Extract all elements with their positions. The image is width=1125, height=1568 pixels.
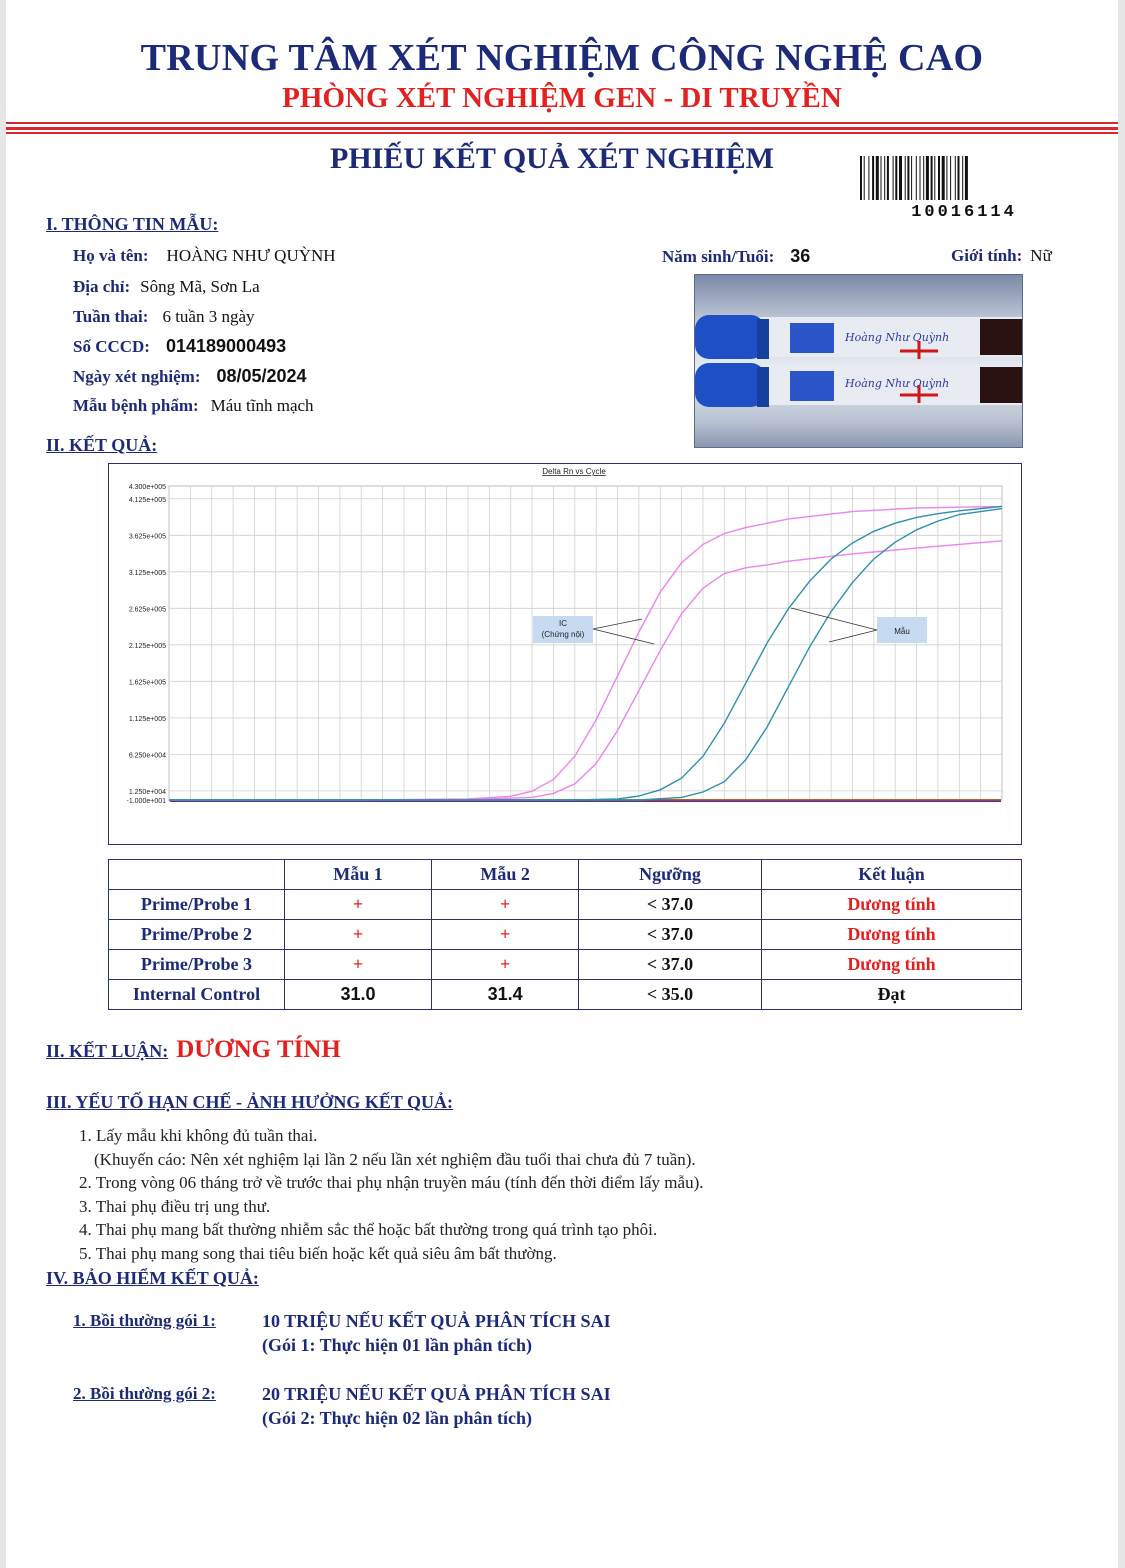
results-header-cell: Kết luận — [761, 860, 1021, 890]
gestation-row — [73, 307, 255, 327]
test-date-value: 08/05/2024 — [216, 366, 307, 386]
limitation-item: 3. Thai phụ điều trị ung thư. — [79, 1196, 271, 1216]
barcode — [860, 156, 1068, 200]
barcode-bar — [931, 156, 933, 200]
gender-row — [951, 246, 1052, 266]
barcode-bar — [946, 156, 947, 200]
results-header-row — [109, 860, 1022, 890]
conclusion-label: II. KẾT LUẬN: — [46, 1041, 169, 1061]
y-tick-label: 1.625e+005 — [128, 679, 166, 687]
report-page — [6, 0, 1118, 1568]
photo-caption-1: Hoàng Như Quỳnh — [845, 331, 950, 344]
y-tick-label: 4.125e+005 — [128, 496, 166, 504]
barcode-bar — [905, 156, 906, 200]
results-row — [109, 890, 1022, 920]
results-header-cell: Ngưỡng — [579, 860, 762, 890]
results-row-label: Prime/Probe 2 — [109, 920, 285, 950]
limitation-item: 4. Thai phụ mang bất thường nhiễm sắc thể hoặc bất thường trong quá trình tạo phôi. — [79, 1220, 658, 1239]
y-tick-label: 2.125e+005 — [128, 642, 166, 650]
limitation-note: (Khuyến cáo: Nên xét nghiệm lại lần 2 nếu lần xét nghiệm đầu tuổi thai chưa đủ 7 tuần). — [94, 1149, 696, 1169]
insurance-pkg1-label: 1. Bồi thường gói 1: — [73, 1311, 216, 1330]
insurance-pkg1-detail — [262, 1309, 611, 1357]
barcode-bar — [911, 156, 912, 200]
results-value-cell: + — [285, 950, 432, 980]
results-conclusion-cell: Đạt — [761, 980, 1021, 1010]
address-row — [73, 277, 260, 297]
barcode-bar — [958, 156, 960, 200]
results-value-cell: + — [432, 950, 579, 980]
barcode-bar — [864, 156, 865, 200]
insurance-pkg1-line1: 10 TRIỆU NẾU KẾT QUẢ PHÂN TÍCH SAI — [262, 1311, 611, 1331]
barcode-bar — [907, 156, 909, 200]
barcode-bar — [895, 156, 897, 200]
results-threshold-cell: < 37.0 — [579, 920, 762, 950]
gestation-label: Tuần thai: — [73, 307, 149, 326]
section-results-title: II. KẾT QUẢ: — [46, 435, 158, 455]
department-name: PHÒNG XÉT NGHIỆM GEN - DI TRUYỀN — [282, 82, 842, 114]
center-name: TRUNG TÂM XÉT NGHIỆM CÔNG NGHỆ CAO — [140, 37, 984, 79]
birth-label: Năm sinh/Tuổi: — [662, 247, 775, 266]
barcode-bar — [955, 156, 956, 200]
barcode-bar — [899, 156, 902, 200]
results-row-label: Prime/Probe 1 — [109, 890, 285, 920]
photo-caption-2: Hoàng Như Quỳnh — [845, 377, 950, 390]
header-rule-bottom — [6, 132, 1118, 134]
results-value-cell: + — [285, 890, 432, 920]
limitation-item: 2. Trong vòng 06 tháng trở về trước thai phụ nhận truyền máu (tính đến thời điểm lấy mẫu). — [79, 1173, 704, 1192]
limitation-item: 5. Thai phụ mang song thai tiêu biến hoặc kết quả siêu âm bất thường. — [79, 1243, 557, 1263]
results-value-cell: + — [285, 920, 432, 950]
specimen-row — [73, 396, 314, 416]
y-tick-label: 1.250e+004 — [128, 788, 166, 796]
barcode-bar — [860, 156, 862, 200]
form-title: PHIẾU KẾT QUẢ XÉT NGHIỆM — [330, 142, 774, 175]
id-row — [73, 336, 286, 357]
annotation-sample-label: Mẫu — [894, 627, 910, 636]
results-value-cell: + — [432, 920, 579, 950]
y-tick-label: 2.625e+005 — [128, 606, 166, 614]
barcode-bar — [876, 156, 879, 200]
test-date-row — [73, 366, 307, 387]
results-header-cell: Mẫu 2 — [432, 860, 579, 890]
section-insurance-title: IV. BẢO HIỂM KẾT QUẢ: — [46, 1268, 259, 1288]
barcode-bar — [950, 156, 951, 200]
results-row-label: Internal Control — [109, 980, 285, 1010]
barcode-bar — [942, 156, 945, 200]
y-tick-label: 4.300e+005 — [128, 484, 166, 491]
specimen-label: Mẫu bệnh phẩm: — [73, 396, 199, 415]
insurance-pkg2-detail — [262, 1382, 611, 1430]
annotation-ic-line1: IC — [559, 619, 567, 628]
barcode-number: 10016114 — [911, 203, 1017, 222]
results-header-cell — [109, 860, 285, 890]
name-label: Họ và tên: — [73, 246, 149, 265]
barcode-bar — [881, 156, 882, 200]
annotation-ic-line2: (Chứng nội) — [541, 630, 585, 639]
insurance-pkg1-line2: (Gói 1: Thực hiện 01 lần phân tích) — [262, 1335, 533, 1355]
barcode-bar — [938, 156, 940, 200]
results-conclusion-cell: Dương tính — [761, 950, 1021, 980]
insurance-pkg2-line1: 20 TRIỆU NẾU KẾT QUẢ PHÂN TÍCH SAI — [262, 1384, 611, 1404]
chart-title: Delta Rn vs Cycle — [542, 467, 606, 476]
results-table — [108, 859, 1022, 1010]
address-label: Địa chỉ: — [73, 277, 131, 296]
barcode-bar — [920, 156, 921, 200]
y-tick-label: 3.125e+005 — [128, 569, 166, 577]
blood-tubes-image — [695, 275, 1022, 447]
limitation-item: 1. Lấy mẫu khi không đủ tuần thai. — [79, 1126, 318, 1145]
y-tick-label: -1.000e+001 — [126, 798, 166, 805]
barcode-bar — [916, 156, 917, 200]
barcode-bar — [884, 156, 885, 200]
header-rule-top — [6, 122, 1118, 124]
results-conclusion-cell: Dương tính — [761, 890, 1021, 920]
results-value-cell: + — [432, 890, 579, 920]
results-threshold-cell: < 37.0 — [579, 890, 762, 920]
barcode-bar — [962, 156, 963, 200]
results-conclusion-cell: Dương tính — [761, 920, 1021, 950]
y-tick-label: 6.250e+004 — [128, 752, 166, 760]
barcode-bar — [926, 156, 929, 200]
amplification-chart-box — [108, 463, 1022, 845]
id-value: 014189000493 — [165, 336, 287, 356]
specimen-value: Máu tĩnh mạch — [210, 396, 314, 415]
results-value-cell: 31.4 — [432, 980, 579, 1010]
results-header-cell: Mẫu 1 — [285, 860, 432, 890]
birth-value: 36 — [790, 246, 811, 266]
birth-row — [662, 246, 810, 267]
barcode-bar — [868, 156, 869, 200]
test-date-label: Ngày xét nghiệm: — [73, 367, 201, 386]
barcode-bar — [893, 156, 894, 200]
barcode-bar — [872, 156, 874, 200]
limitations-list — [79, 1124, 703, 1265]
barcode-bar — [887, 156, 889, 200]
gender-label: Giới tính: — [951, 246, 1023, 265]
header-rule-middle — [6, 127, 1118, 130]
barcode-bar — [934, 156, 935, 200]
results-value-cell: 31.0 — [285, 980, 432, 1010]
section-sample-info-title: I. THÔNG TIN MẪU: — [46, 214, 219, 234]
results-threshold-cell: < 35.0 — [579, 980, 762, 1010]
barcode-bar — [923, 156, 924, 200]
results-row — [109, 920, 1022, 950]
name-value: HOÀNG NHƯ QUỲNH — [166, 246, 336, 265]
address-value: Sông Mã, Sơn La — [140, 277, 260, 296]
insurance-pkg2-label: 2. Bồi thường gói 2: — [73, 1384, 216, 1403]
sample-tubes-photo — [694, 274, 1023, 448]
insurance-pkg2-line2: (Gói 2: Thực hiện 02 lần phân tích) — [262, 1408, 533, 1428]
conclusion-row — [46, 1036, 341, 1064]
gestation-value: 6 tuần 3 ngày — [162, 307, 255, 326]
results-row-label: Prime/Probe 3 — [109, 950, 285, 980]
results-row — [109, 980, 1022, 1010]
results-threshold-cell: < 37.0 — [579, 950, 762, 980]
id-label: Số CCCD: — [73, 337, 150, 356]
y-tick-label: 1.125e+005 — [128, 715, 166, 723]
barcode-bar — [965, 156, 968, 200]
y-tick-label: 3.625e+005 — [128, 533, 166, 541]
patient-name-row — [73, 246, 336, 266]
results-row — [109, 950, 1022, 980]
conclusion-value: DƯƠNG TÍNH — [176, 1036, 341, 1063]
gender-value: Nữ — [1030, 246, 1052, 265]
section-limitations-title: III. YẾU TỐ HẠN CHẾ - ẢNH HƯỞNG KẾT QUẢ: — [46, 1092, 454, 1112]
amplification-chart — [109, 464, 1021, 844]
